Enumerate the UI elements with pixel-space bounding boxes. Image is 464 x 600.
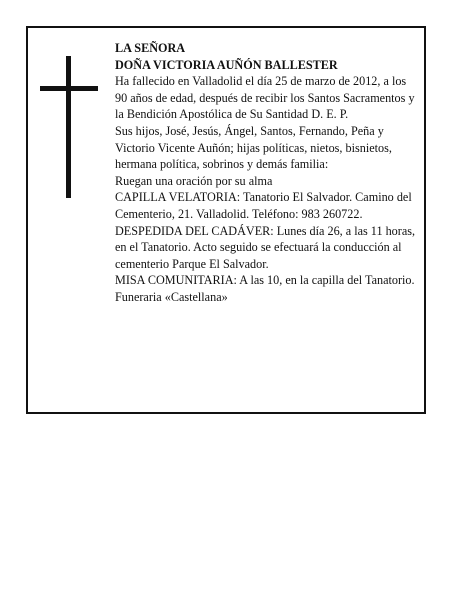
chapel-text: Tanatorio El Salvador. Camino del Cementerio, 21. Valladolid. Teléfono: 983 260722.	[115, 190, 412, 221]
family-list: Sus hijos, José, Jesús, Ángel, Santos, Fernando, Peña y Victorio Vicente Auñón; hijas políticas, nietos, bisnietos, hermana política, sobrinos y demás familia:	[115, 123, 392, 172]
cross-vertical-bar	[66, 56, 71, 198]
farewell-label: DESPEDIDA DEL CADÁVER:	[115, 223, 274, 238]
heading-title: LA SEÑORA	[115, 41, 186, 55]
farewell-paragraph	[115, 223, 421, 273]
deceased-name: DOÑA VICTORIA AUÑÓN BALLESTER	[115, 57, 338, 72]
obituary-notice	[26, 26, 426, 414]
funeral-home: Funeraria «Castellana»	[115, 289, 228, 304]
notice-body	[115, 40, 421, 306]
mass-label: MISA COMUNITARIA:	[115, 273, 237, 288]
mass-text: A las 10, en la capilla del Tanatorio.	[239, 273, 415, 288]
chapel-paragraph	[115, 189, 421, 222]
mass-paragraph	[115, 272, 421, 289]
farewell-text: Lunes día 26, a las 11 horas, en el Tanatorio. Acto seguido se efectuará la conducción al cementerio Parque El Salvador.	[115, 223, 416, 271]
cross-icon	[40, 56, 98, 198]
death-statement: Ha fallecido en Valladolid el día 25 de marzo de 2012, a los 90 años de edad, después de recibir los Santos Sacramentos y la Bendición Apostólica de Su Santidad D. E. P.	[115, 74, 415, 122]
chapel-label: CAPILLA VELATORIA:	[115, 190, 241, 205]
cross-horizontal-bar	[40, 86, 98, 91]
prayer-request: Ruegan una oración por su alma	[115, 173, 273, 188]
